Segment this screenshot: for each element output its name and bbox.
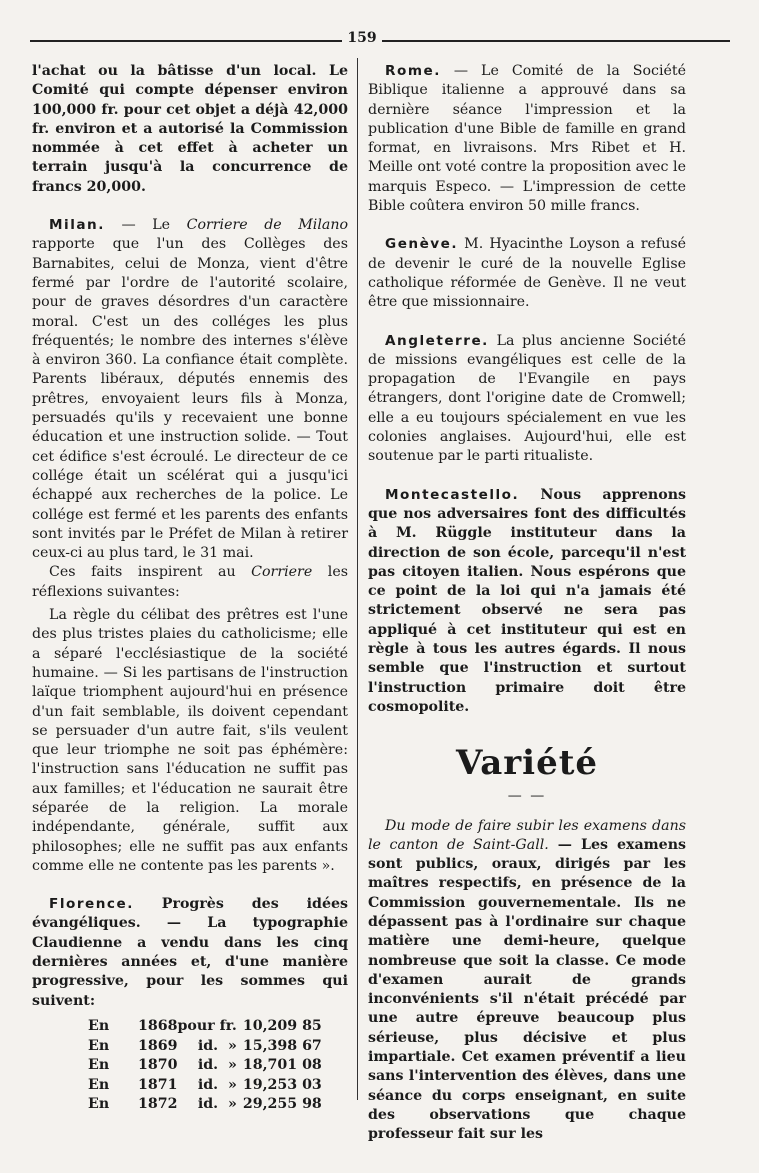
article-title: Du mode de faire subir les examens dans le canton de Saint-Gall. (368, 817, 686, 853)
paragraph-comite: l'achat ou la bâtisse d'un local. Le Comité qui compte dépenser environ 100,000 fr. pour cet objet a déjà 42,000 fr. environ et a autorisé la Commission nommée à cet effet à acheter un terrain jusqu'à la concurrence de francs 20,000. (32, 63, 348, 195)
sales-table (88, 1017, 322, 1115)
milan-lead: Milan. (49, 217, 105, 234)
table-row: En 1869 id. » 15,398 67 (88, 1037, 322, 1054)
florence-lead: Florence. (49, 896, 134, 913)
right-column (368, 62, 686, 1145)
paragraph-geneve: Genève. M. Hyacinthe Loyson a refusé de devenir le curé de la nouvelle Eglise catholique réformée de Genève. Il ne veut être que missionnaire. (368, 236, 686, 311)
montecastello-lead: Montecastello. (385, 486, 520, 503)
heading-dashes: — — (507, 788, 547, 805)
paragraph-milan: Milan. — Le Corriere de Milano rapporte que l'un des Collèges des Barnabites, celui de Monza, vient d'être fermé par l'ordre de l'autorité scolaire, pour de graves désordres d'un caractère moral. C'est un des colléges les plus fréquentés; le nombre des internes s'élève à environ 360. La confiance était complète. Parents libéraux, députés ennemis des prêtres, envoyaient leurs fils à Monza, persuadés qu'ils y recevaient une bonne éducation et une instruction solide. — Tout cet édifice s'est écroulé. Le directeur de ce collége était un scélérat qui a jusqu'ici échappé aux recherches de la police. Le collége est fermé et les parents des enfants sont invités par le Préfet de Milan à retirer ceux-ci au plus tard, le 31 mai. (32, 217, 348, 562)
table-row: En 1872 id. » 29,255 98 (88, 1096, 322, 1113)
paragraph-variete: Du mode de faire subir les examens dans le canton de Saint-Gall. — Les examens sont publics, oraux, dirigés par les maîtres respectifs, en présence de la Commission gouvernementale. Ils ne dépassent pas à l'ordinaire sur chaque matière une demi-heure, quelque nombreuse que soit la classe. Ce mode d'examen aurait de grands inconvénients s'il n'était précédé par une autre épreuve beaucoup plus sérieuse, plus décisive et plus impartiale. Cet examen préventif a lieu sans l'intervention des élèves, dans une séance du corps enseignant, en suite des observations que chaque professeur fait sur les (368, 817, 687, 1143)
angleterre-lead: Angleterre. (385, 332, 489, 349)
table-row: En 1871 id. » 19,253 03 (88, 1076, 322, 1093)
paragraph-montecastello: Montecastello. Nous apprenons que nos adversaires font des difficultés à M. Rüggle instituteur dans la direction de son école, parcequ'il n'est pas citoyen italien. Nous espérons que ce point de la loi qui n'a jamais été strictement observé ne sera pas appliqué à cet instituteur qui est en règle à tous les autres égards. Il nous semble que l'instruction et surtout l'instruction primaire doit être cosmopolite. (368, 486, 686, 715)
table-row: En 1868 pour fr. 10,209 85 (88, 1017, 322, 1034)
geneve-lead: Genève. (385, 236, 459, 253)
rome-lead: Rome. (385, 63, 441, 79)
page-number: 159 (342, 29, 382, 47)
paragraph-quote: La règle du célibat des prêtres est l'une des plus tristes plaies du catholicisme; elle a séparé l'ecclésiastique de la société humaine. — Si les partisans de l'instruction laïque triomphent aujourd'hui en présence d'un fait semblable, ils doivent cependant se persuader d'un autre fait, s'ils veulent que leur triomphe ne soit pas éphémère: l'instruction sans l'éducation ne suffit pas aux familles; et l'éducation ne saurait être séparée de la religion. La morale indépendante, générale, suffit aux philosophes; elle ne suffit pas aux enfants comme elle ne contente pas les parents ». (32, 607, 348, 874)
column-divider (357, 58, 358, 1100)
left-column (32, 62, 348, 1115)
journal-title-short: Corriere (251, 564, 313, 581)
journal-title: Corriere de Milano (186, 217, 348, 234)
paragraph-rome: Rome. — Le Comité de la Société Biblique italienne a approuvé dans sa dernière séance l'impression et la publication d'une Bible de famille en grand format, en livraisons. Mrs Ribet et H. Meille ont voté contre la proposition avec le marquis Especo. — L'impression de cette Bible coûtera environ 50 mille francs. (368, 63, 686, 215)
paragraph-florence: Florence. Progrès des idées évangéliques. — La typographie Claudienne a vendu dans les cinq dernières années et, d'une manière progressive, pour les sommes qui suivent: (32, 896, 348, 1009)
section-heading-variete: Variété (455, 743, 599, 784)
table-row: En 1870 id. » 18,701 08 (88, 1057, 322, 1074)
paragraph-angleterre: Angleterre. La plus ancienne Société de missions evangéliques est celle de la propagation de l'Evangile en pays étrangers, dont l'origine date de Cromwell; elle a eu toujours spécialement en vue les colonies anglaises. Aujourd'hui, elle est soutenue par le parti ritualiste. (368, 332, 686, 465)
paragraph-reflexions: Ces faits inspirent au Corriere les réflexions suivantes: (32, 564, 348, 600)
